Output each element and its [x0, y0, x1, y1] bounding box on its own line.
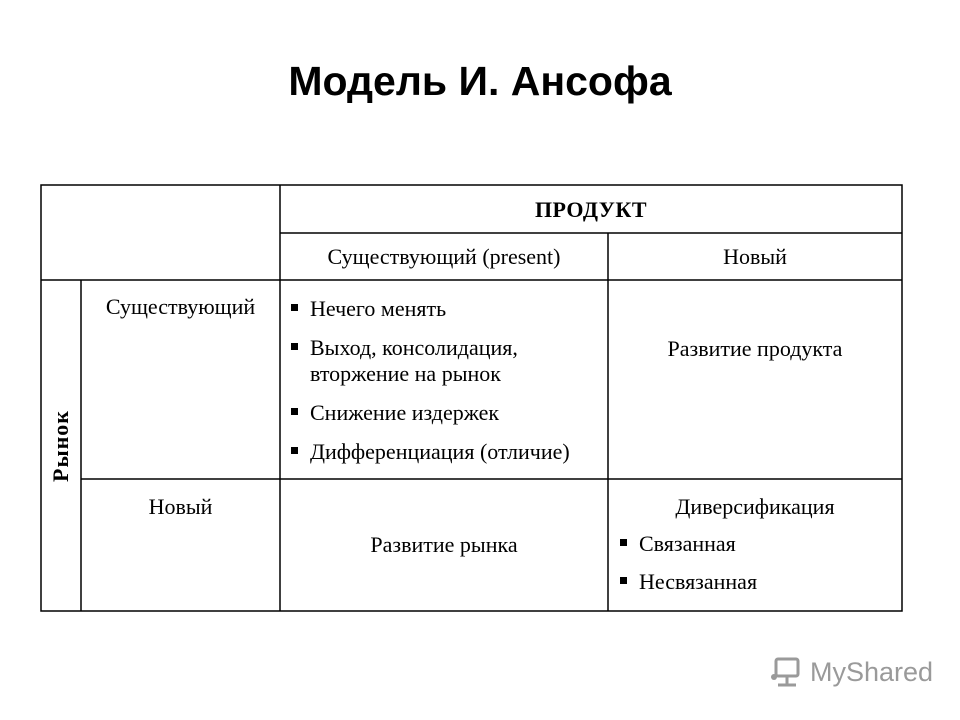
list-item: Несвязанная [615, 569, 901, 595]
row-existing-market: Существующий [105, 294, 256, 319]
cell-diversification [609, 494, 901, 595]
list-item: Снижение издержек [286, 400, 608, 426]
myshared-logo [770, 655, 933, 689]
cell-market-development: Развитие рынка [370, 532, 518, 558]
product-header: ПРОДУКТ [534, 196, 648, 222]
diversification-title: Диверсификация [675, 494, 835, 519]
market-header-label: Рынок [48, 410, 73, 482]
column-new-product: Новый [723, 244, 787, 270]
cell-existing-existing [286, 296, 608, 465]
row-new-market: Новый [148, 494, 213, 519]
diversification-list [615, 531, 901, 595]
strategy-list [286, 296, 608, 465]
list-item: Связанная [615, 531, 901, 557]
logo-text: MyShared [810, 656, 934, 687]
list-item: Нечего менять [286, 296, 608, 322]
cell-product-development: Развитие продукта [667, 336, 843, 361]
list-item: Дифференциация (отличие) [286, 439, 608, 465]
market-header [42, 282, 80, 610]
column-existing-product: Существующий (present) [327, 244, 561, 270]
list-item: Выход, консолидация, вторжение на рынок [286, 335, 608, 387]
presentation-board-icon [770, 655, 804, 689]
page-title: Модель И. Ансофа [288, 58, 672, 104]
